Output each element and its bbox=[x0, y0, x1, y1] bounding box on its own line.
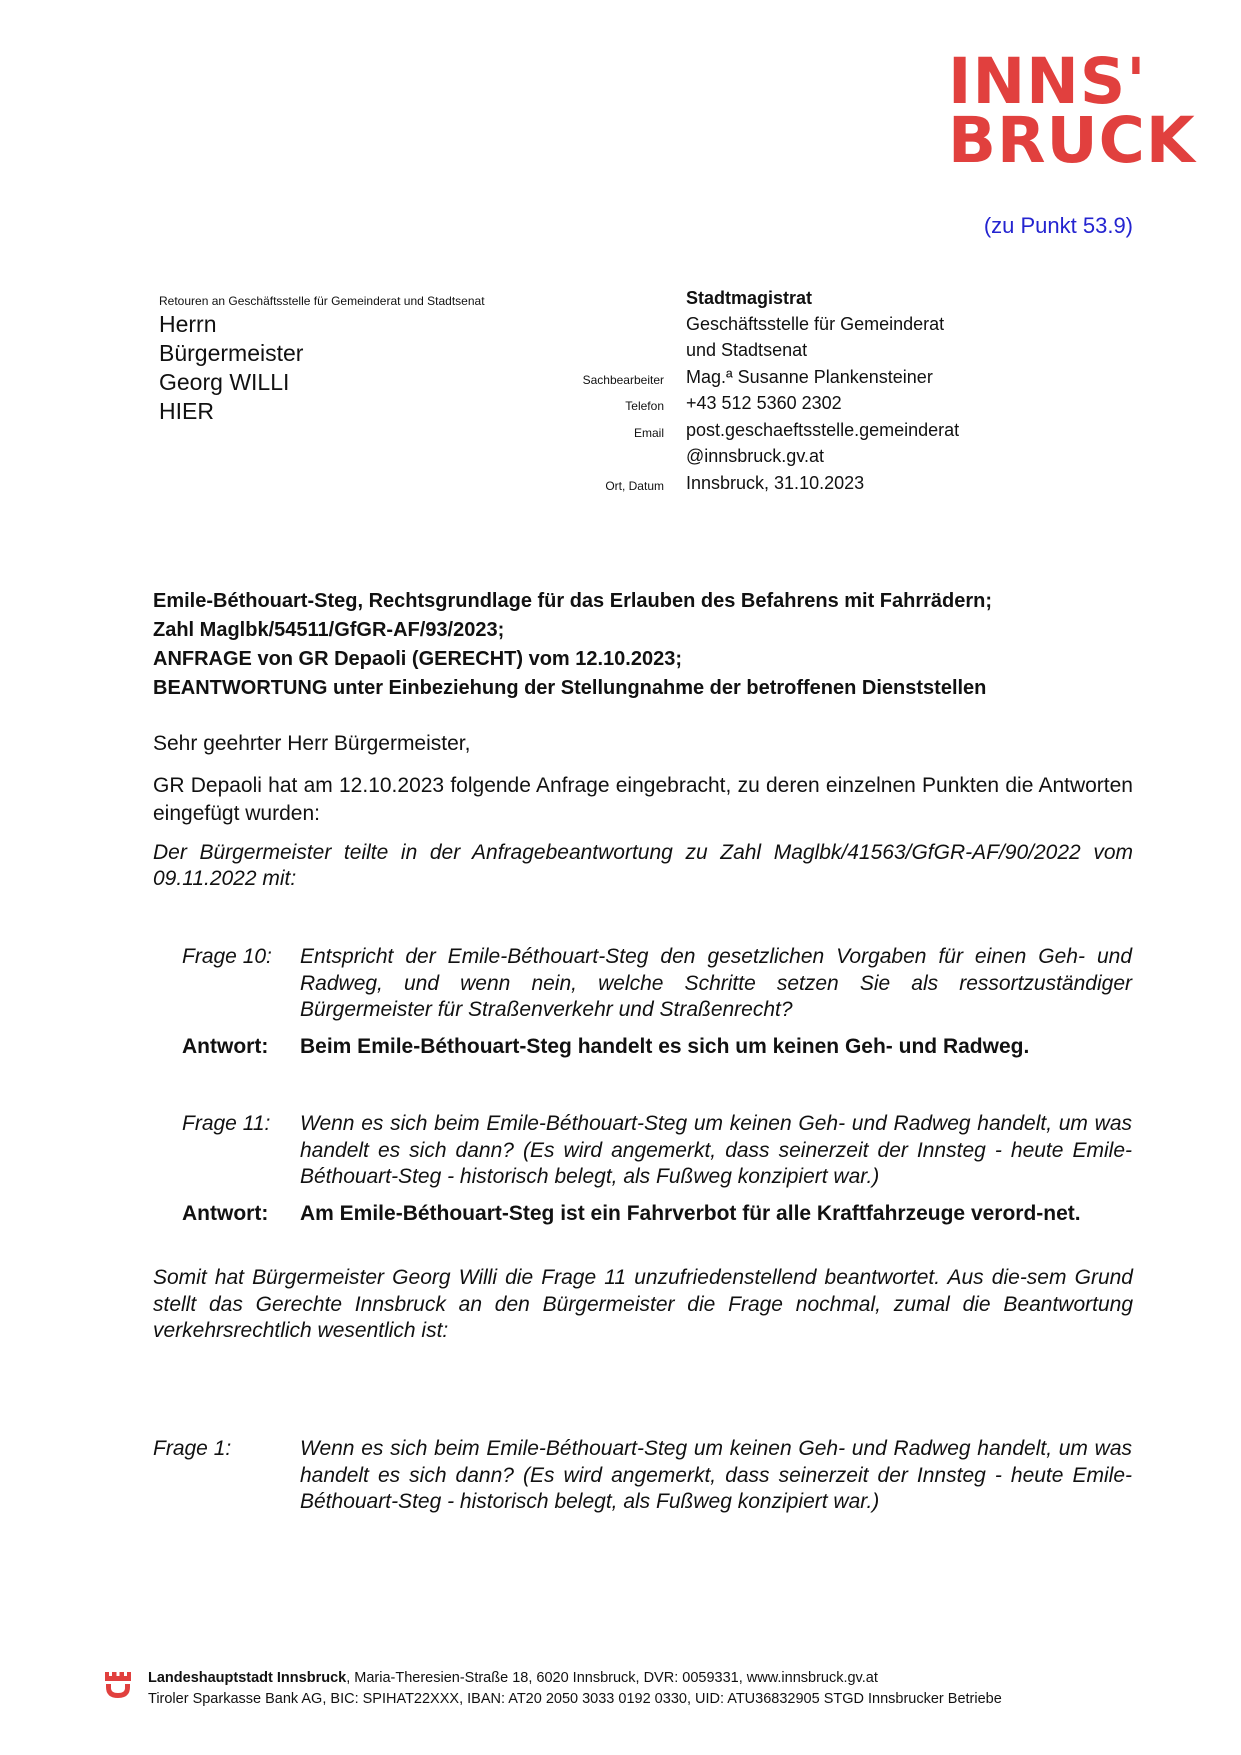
recipient-line: Herrn bbox=[159, 311, 217, 337]
telefon-value: +43 512 5360 2302 bbox=[686, 393, 842, 413]
email-value-1: post.geschaeftsstelle.gemeinderat bbox=[686, 420, 960, 440]
subject-line: Zahl Maglbk/54511/GfGR-AF/93/2023; bbox=[153, 619, 505, 641]
return-address: Retouren an Geschäftsstelle für Gemeinderat und Stadtsenat bbox=[159, 294, 485, 308]
recipient-line: HIER bbox=[159, 398, 214, 424]
ort-datum-label: Ort, Datum bbox=[605, 479, 664, 493]
email-label: Email bbox=[633, 426, 664, 440]
antwort-11-text: Am Emile-Béthouart-Steg ist ein Fahrverbot für alle Kraftfahrzeuge verord-net. bbox=[300, 1202, 1081, 1225]
salutation: Sehr geehrter Herr Bürgermeister, bbox=[153, 732, 471, 755]
recipient-address bbox=[159, 310, 303, 426]
footer bbox=[148, 1668, 1002, 1710]
ort-datum-value: Innsbruck, 31.10.2023 bbox=[686, 473, 865, 493]
recipient-line: Georg WILLI bbox=[159, 369, 290, 395]
intro-paragraph: GR Depaoli hat am 12.10.2023 folgende Anfrage eingebracht, zu deren einzelnen Punkten die Antworten eingefügt wurden: bbox=[153, 774, 1133, 825]
contact-dept-1: Geschäftsstelle für Gemeinderat bbox=[686, 314, 945, 334]
innsbruck-logo bbox=[948, 45, 1198, 177]
frage-1-label: Frage 1: bbox=[153, 1437, 232, 1460]
frage-10-text: Entspricht der Emile-Béthouart-Steg den gesetzlichen Vorgaben für einen Geh- und Radweg, und wenn nein, welche Schritte setzen Sie als ressortzuständiger Bürgermeister für Straßenverkehr und Straßenrecht? bbox=[300, 945, 1132, 1021]
logo-line-2: BRUCK bbox=[948, 104, 1196, 177]
frage-1-text: Wenn es sich beim Emile-Béthouart-Steg um keinen Geh- und Radweg handelt, um was handelt es sich dann? (Es wird angemerkt, dass seinerzeit der Innsteg - heute Emile-Béthouart-Steg - historisch belegt, als Fußweg konzipiert war.) bbox=[300, 1437, 1132, 1513]
sachbearbeiter-label: Sachbearbeiter bbox=[582, 373, 664, 387]
footer-line-1 bbox=[148, 1668, 1002, 1689]
subject-line: BEANTWORTUNG unter Einbeziehung der Stellungnahme der betroffenen Dienststellen bbox=[153, 677, 987, 699]
contact-org: Stadtmagistrat bbox=[686, 288, 813, 308]
sachbearbeiter-value: Mag.ª Susanne Plankensteiner bbox=[686, 367, 933, 387]
recipient-line: Bürgermeister bbox=[159, 340, 304, 366]
footer-address: , Maria-Theresien-Straße 18, 6020 Innsbruck, DVR: 0059331, www.innsbruck.gv.at bbox=[346, 1670, 878, 1686]
frage-10-label: Frage 10: bbox=[182, 945, 272, 968]
telefon-label: Telefon bbox=[625, 399, 664, 413]
frage-11-label: Frage 11: bbox=[182, 1112, 271, 1135]
footer-line-2: Tiroler Sparkasse Bank AG, BIC: SPIHAT22XXX, IBAN: AT20 2050 3033 0192 0330, UID: ATU36832905 STGD Innsbrucker Betriebe bbox=[148, 1691, 1002, 1707]
zu-punkt-reference: (zu Punkt 53.9) bbox=[983, 213, 1133, 238]
subject-line: Emile-Béthouart-Steg, Rechtsgrundlage für das Erlauben des Befahrens mit Fahrrädern; bbox=[153, 590, 993, 612]
city-emblem-icon bbox=[103, 1670, 133, 1700]
frage-11-text: Wenn es sich beim Emile-Béthouart-Steg um keinen Geh- und Radweg handelt, um was handelt es sich dann? (Es wird angemerkt, dass seinerzeit der Innsteg - heute Emile-Béthouart-Steg - historisch belegt, als Fußweg konzipiert war.) bbox=[300, 1112, 1132, 1188]
logo-line-1: INNS' bbox=[948, 45, 1147, 118]
subject-line: ANFRAGE von GR Depaoli (GERECHT) vom 12.10.2023; bbox=[153, 648, 683, 670]
antwort-11-label: Antwort: bbox=[182, 1202, 269, 1225]
somit-paragraph: Somit hat Bürgermeister Georg Willi die Frage 11 unzufriedenstellend beantwortet. Aus die-sem Grund stellt das Gerechte Innsbruck an den Bürgermeister die Frage nochmal, zumal die Beantwortung verkehrsrechtlich wesentlich ist: bbox=[153, 1266, 1133, 1342]
subject-block bbox=[153, 587, 1143, 703]
quote-intro: Der Bürgermeister teilte in der Anfragebeantwortung zu Zahl Maglbk/41563/GfGR-AF/90/2022 vom 09.11.2022 mit: bbox=[153, 841, 1133, 890]
antwort-10-text: Beim Emile-Béthouart-Steg handelt es sich um keinen Geh- und Radweg. bbox=[300, 1035, 1030, 1058]
email-value-2: @innsbruck.gv.at bbox=[686, 446, 824, 466]
contact-dept-2: und Stadtsenat bbox=[686, 340, 808, 360]
footer-city-name: Landeshauptstadt Innsbruck bbox=[148, 1670, 347, 1686]
antwort-10-label: Antwort: bbox=[182, 1035, 269, 1058]
